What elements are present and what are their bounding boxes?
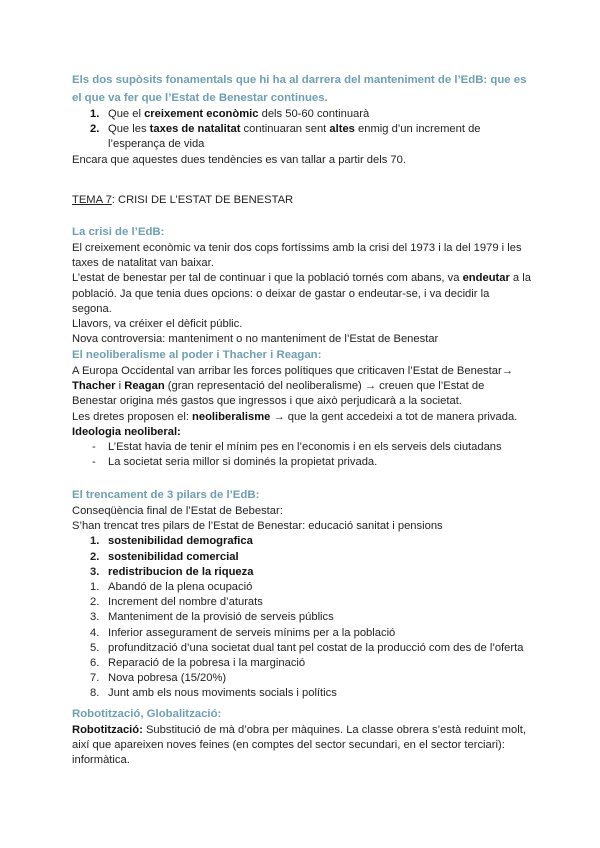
list-item: - L’Estat havia de tenir el mínim pes en l’economis i en els serveis dels ciutadans bbox=[92, 441, 502, 454]
robot-heading: Robotització, Globalització: bbox=[72, 708, 222, 720]
paragraph: Llavors, va créixer el dèficit públic. bbox=[72, 318, 243, 331]
intro-closing: Encara que aquestes dues tendències es van tallar a partir dels 70. bbox=[72, 153, 406, 166]
paragraph: El creixement econòmic va tenir dos cops fortíssims amb la crisi del 1973 i la del 1979 i les taxes de natalitat van baixar. bbox=[72, 242, 522, 270]
paragraph: S’han trencat tres pilars de l’Estat de Benestar: educació sanitat i pensions bbox=[72, 520, 443, 533]
trencament-heading: El trencament de 3 pilars de l’EdB: bbox=[72, 489, 260, 501]
neo-heading: El neoliberalisme al poder i Thacher i Reagan: bbox=[72, 349, 322, 361]
list-item: 1. sostenibilidad demografica bbox=[90, 535, 253, 548]
list-item: 1. Que el creixement econòmic dels 50-60 continuarà bbox=[90, 108, 370, 120]
list-item: 2. Que les taxes de natalitat continuaran sent altes enmig d’un increment de l’esperança de vida bbox=[90, 123, 481, 151]
crisi-heading: La crisi de l’EdB: bbox=[72, 226, 165, 238]
list-item: 8. Junt amb els nous moviments socials i polítics bbox=[90, 687, 337, 700]
trencament-section bbox=[72, 486, 532, 702]
paragraph: Nova controversia: manteniment o no manteniment de l’Estat de Benestar bbox=[72, 333, 439, 346]
intro-heading: Els dos supòsits fonamentals que hi ha al darrera del manteniment de l’EdB: que es el que va fer que l’Estat de Benestar continues. bbox=[72, 74, 527, 104]
list-item: 2. sostenibilidad comercial bbox=[90, 550, 239, 563]
paragraph: Les dretes proposen el: neoliberalisme → que la gent accedeixi a tot de manera privada. bbox=[72, 410, 518, 423]
crisi-section bbox=[72, 223, 532, 347]
list-item: 2. Increment del nombre d’aturats bbox=[90, 596, 263, 609]
paragraph: Robotització: Substitució de mà d’obra per màquines. La classe obrera s’està reduint molt, així que apareixen noves feines (en comptes del sector secundari, en el sector terciari): informàtica. bbox=[72, 724, 526, 767]
list-item: 5. profundització d’una societat dual tant pel costat de la producció com des de l’oferta bbox=[90, 641, 524, 654]
ideologia-label: Ideologia neoliberal: bbox=[72, 425, 181, 438]
tema-title bbox=[72, 193, 532, 208]
list-item: 7. Nova pobresa (15/20%) bbox=[90, 672, 227, 685]
list-item: - La societat seria millor si dominés la propietat privada. bbox=[92, 456, 378, 469]
intro-section bbox=[72, 71, 532, 168]
paragraph: Conseqüència final de l’Estat de Bebestar: bbox=[72, 505, 283, 517]
list-item: 1. Abandó de la plena ocupació bbox=[90, 581, 253, 594]
robot-section bbox=[72, 705, 532, 769]
list-item: 3. redistribucion de la riqueza bbox=[90, 565, 254, 578]
list-item: 4. Inferior assegurament de serveis mínims per a la població bbox=[90, 626, 396, 639]
tema-number: TEMA 7 bbox=[72, 194, 112, 206]
list-item: 3. Manteniment de la provisió de serveis públics bbox=[90, 611, 334, 624]
tema-name: : CRISI DE L’ESTAT DE BENESTAR bbox=[111, 194, 294, 206]
paragraph: A Europa Occidental van arribar les forces polítiques que criticaven l’Estat de Benestar→ Thacher i Reagan (gran representació del neoliberalisme) → creuen que l’Estat de Benestar origina més gastos que ingressos i que això perjudicarà a la societat. bbox=[72, 365, 513, 408]
paragraph: L’estat de benestar per tal de continuar i que la població tornés com abans, va endeutar a la població. Ja que tenia dues opcions: o deixar de gastar o endeutar-se, i va decidir la segona. bbox=[72, 272, 531, 315]
neo-section bbox=[72, 346, 532, 470]
list-item: 6. Reparació de la pobresa i la marginació bbox=[90, 657, 306, 670]
